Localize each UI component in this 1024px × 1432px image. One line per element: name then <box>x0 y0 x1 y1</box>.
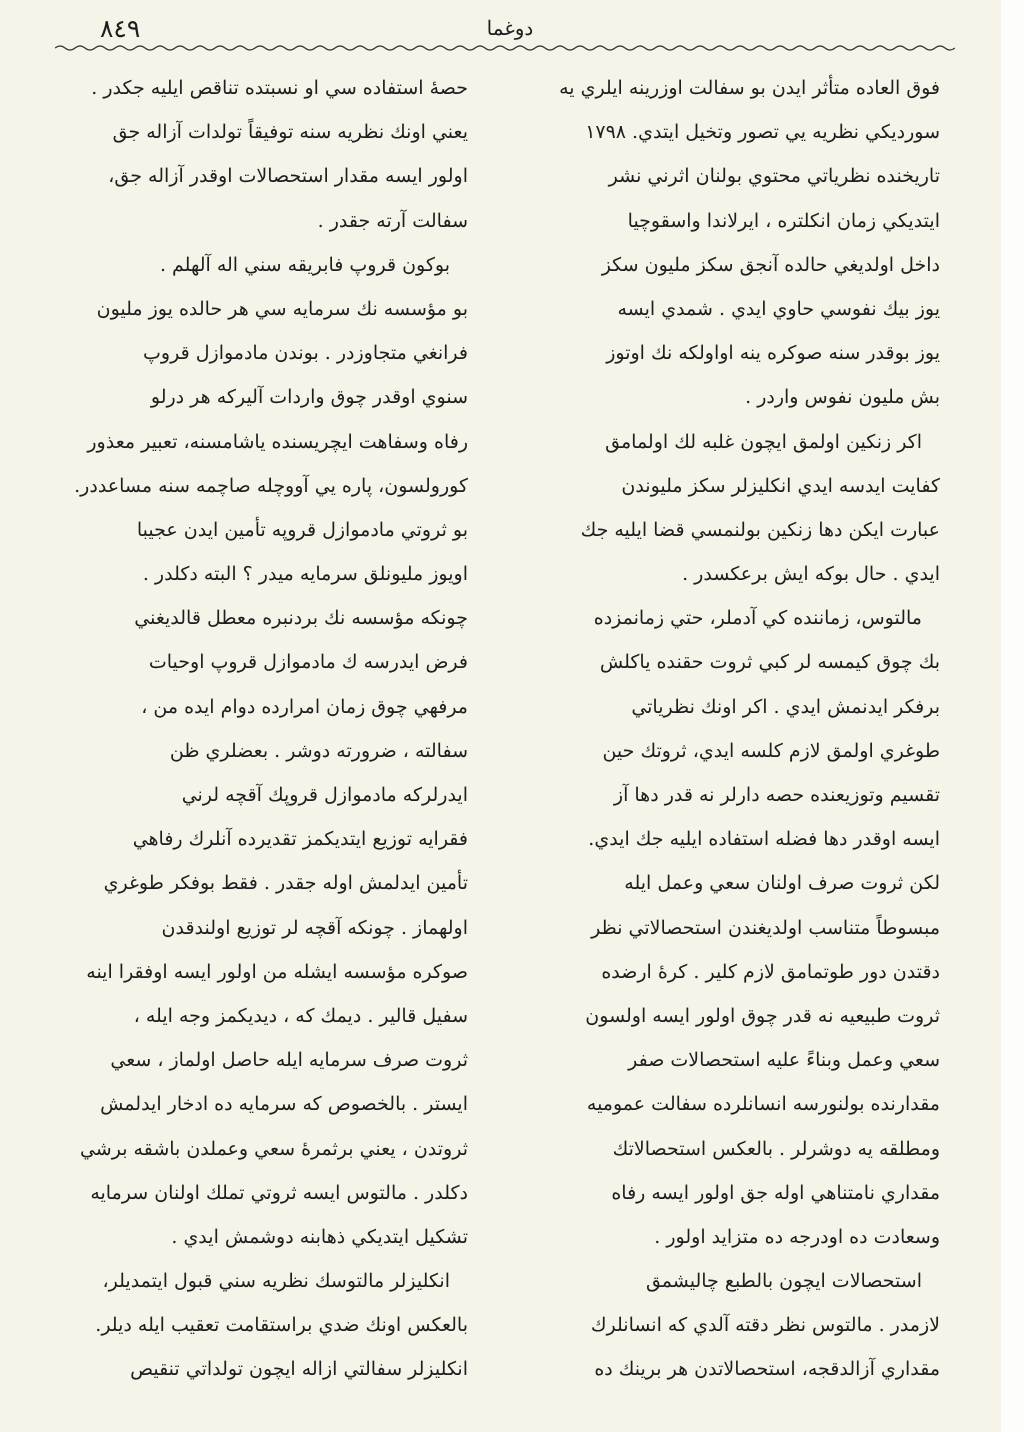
text-line: ثروتدن ، يعني برثمرهٔ سعي وعملدن باشقه برشي <box>79 1137 468 1160</box>
text-line: لازمدر . مالتوس نظر دقته آلدي كه انسانلرك <box>590 1314 940 1337</box>
running-title: دوغما <box>486 16 534 40</box>
text-line: ايتديكي زمان انكلتره ، ايرلاندا واسقوچيا <box>627 209 940 232</box>
text-line: فرض ايدرسه ك مادموازل قروپ اوحيات <box>148 651 468 674</box>
text-line: بو ثروتي مادموازل قروپه تأمين ايدن عجيبا <box>136 518 468 541</box>
text-line: مقداري نامتناهي اوله جق اولور ايسه رفاه <box>611 1181 940 1204</box>
page-header <box>70 8 950 48</box>
page-edge <box>1001 0 1024 1432</box>
text-line: ايسه اوقدر دها فضله استفاده ايليه جك ايدي. <box>588 828 940 851</box>
text-line: يوز بيك نفوسي حاوي ايدي . شمدي ايسه <box>617 297 940 320</box>
page-number: ٨٤٩ <box>100 14 141 43</box>
text-line: تقسيم وتوزيعنده حصه دارلر نه قدر دها آز <box>613 784 940 806</box>
text-line: استحصالات ايچون بالطبع چاليشمق <box>645 1270 922 1293</box>
text-line: لكن ثروت صرف اولنان سعي وعمل ايله <box>624 872 940 895</box>
text-line: سعي وعمل وبناءً عليه استحصالات صفر <box>628 1049 940 1072</box>
text-line: ثروت صرف سرمايه ايله حاصل اولماز ، سعي <box>110 1049 468 1072</box>
text-line: چونكه مؤسسه نك بردنبره معطل قالديغني <box>134 607 468 630</box>
right-text-column <box>508 66 940 1392</box>
text-line: سفيل قالير . ديمك كه ، ديديكمز وجه ايله ، <box>133 1004 468 1027</box>
text-line: عبارت ايكن دها زنكين بولنمسي قضا ايليه جك <box>580 518 940 541</box>
text-line: سنوي اوقدر چوق واردات آليركه هر درلو <box>150 386 468 409</box>
text-line: برفكر ايدنمش ايدي . اكر اونك نظرياتي <box>631 695 940 718</box>
text-line: بوكون قروپ فابريقه سني اله آلهلم . <box>159 253 450 276</box>
text-line: بو مؤسسه نك سرمايه سي هر حالده يوز مليون <box>96 297 468 320</box>
text-line: بالعكس اونك ضدي براستقامت تعقيب ايله ديلر. <box>95 1314 468 1337</box>
text-line: اولور ايسه مقدار استحصالات اوقدر آزاله جق، <box>108 165 468 188</box>
text-line: انكليزلر مالتوسك نظريه سني قبول ايتمديلر، <box>102 1270 450 1293</box>
text-line: مقداري آزالدقجه، استحصالاتدن هر برينك ده <box>594 1358 940 1381</box>
text-line: فقرايه توزيع ايتديكمز تقديرده آنلرك رفاهي <box>132 828 468 851</box>
text-line: دقتدن دور طوتمامق لازم كلير . كرهٔ ارضده <box>601 960 940 983</box>
text-line: تاريخنده نظرياتي محتوي بولنان اثرني نشر <box>608 165 940 188</box>
text-line: مرفهي چوق زمان امرارده دوام ايده من ، <box>141 695 468 718</box>
text-line: دكلدر . مالتوس ايسه ثروتي تملك اولنان سرمايه <box>90 1181 468 1204</box>
text-line: اكر زنكين اولمق ايچون غلبه لك اولمامق <box>605 430 922 453</box>
text-line: ثروت طبيعيه نه قدر چوق اولور ايسه اولسون <box>585 1004 940 1027</box>
text-line: فرانغي متجاوزدر . بوندن مادموازل قروپ <box>143 342 468 365</box>
text-line: اويوز مليونلق سرمايه ميدر ؟ البته دكلدر . <box>142 563 468 586</box>
text-line: ايدرلركه مادموازل قروپك آقچه لرني <box>181 784 468 806</box>
text-line: مقدارنده بولنورسه انسانلرده سفالت عموميه <box>586 1093 940 1116</box>
text-line: داخل اولديغي حالده آنجق سكز مليون سكز <box>601 253 940 276</box>
text-line: اولهماز . چونكه آقچه لر توزيع اولندقدن <box>161 916 468 939</box>
text-line: فوق العاده متأثر ايدن بو سفالت اوزرينه ايلري يه <box>559 77 940 99</box>
text-line: تشكيل ايتديكي ذهابنه دوشمش ايدي . <box>171 1225 468 1248</box>
text-line: ايدي . حال بوكه ايش برعكسدر . <box>682 563 940 586</box>
text-line: سورديكي نظريه يي تصور وتخيل ايتدي. ١٧٩٨ <box>585 121 940 144</box>
text-line: يعني اونك نظريه سنه توفيقاً تولدات آزاله جق <box>112 121 468 144</box>
text-line: انكليزلر سفالتي ازاله ايچون تولداتي تنقيص <box>130 1358 468 1381</box>
text-line: ومطلقه يه دوشرلر . بالعكس استحصالاتك <box>612 1137 940 1160</box>
left-text-column <box>66 66 468 1392</box>
text-line: طوغري اولمق لازم كلسه ايدي، ثروتك حين <box>602 739 940 762</box>
text-line: يوز بوقدر سنه صوكره ينه اواولكه نك اوتوز <box>606 342 940 365</box>
text-line: مالتوس، زماننده كي آدملر، حتي زمانمزده <box>593 607 922 630</box>
header-rule <box>55 44 955 52</box>
text-line: صوكره مؤسسه ايشله من اولور ايسه اوفقرا اينه <box>86 960 468 983</box>
text-line: رفاه وسفاهت ايچريسنده ياشامسنه، تعبير معذور <box>87 430 468 453</box>
text-line: ايستر . بالخصوص كه سرمايه ده ادخار ايدلمش <box>100 1093 468 1116</box>
text-line: بك چوق كيمسه لر كبي ثروت حقنده ياكلش <box>599 651 940 674</box>
text-line: كفايت ايدسه ايدي انكليزلر سكز مليوندن <box>621 474 940 497</box>
text-line: كورولسون، پاره يي آووچله صاچمه سنه مساعددر. <box>74 474 468 497</box>
text-line: سفالته ، ضرورته دوشر . بعضلري ظن <box>169 739 468 762</box>
text-line: سفالت آرته جقدر . <box>317 209 468 232</box>
text-line: تأمين ايدلمش اوله جقدر . فقط بوفكر طوغري <box>103 872 468 895</box>
text-line: حصهٔ استفاده سي او نسبتده تناقص ايليه جكدر . <box>91 77 468 99</box>
text-line: مبسوطاً متناسب اولديغندن استحصالاتي نظر <box>591 916 940 939</box>
text-line: بش مليون نفوس واردر . <box>745 386 940 409</box>
text-line: وسعادت ده اودرجه ده متزايد اولور . <box>654 1225 940 1248</box>
